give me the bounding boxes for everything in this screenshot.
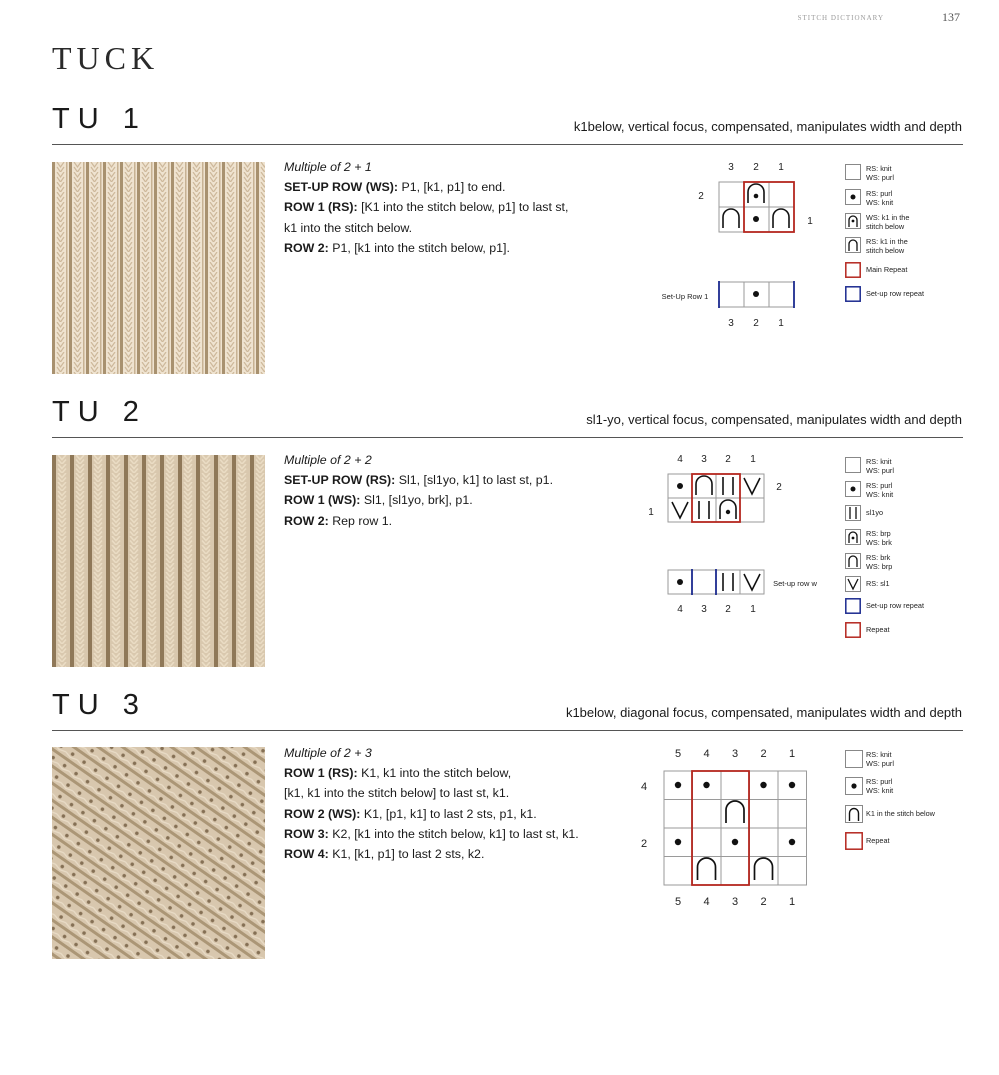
chart-col-number: 1 — [788, 748, 796, 760]
instructions-tu1 — [284, 157, 644, 258]
swatch-photo-tu1 — [52, 162, 265, 374]
chart-col-number: 2 — [760, 896, 767, 908]
stitch-chart-tu2 — [640, 450, 840, 620]
purl-dot — [754, 194, 759, 199]
row-instruction: SET-UP ROW (WS): P1, [k1, p1] to end. — [284, 180, 506, 195]
chart-col-number: 1 — [778, 318, 784, 329]
section-divider — [52, 437, 963, 438]
chart-col-number: 3 — [731, 896, 739, 908]
row-instruction: ROW 3: K2, [k1 into the stitch below, k1] to last st, k1. — [284, 826, 579, 841]
chart-col-number: 2 — [760, 748, 767, 760]
section-description-tu1: k1below, vertical focus, compensated, manipulates width and depth — [573, 119, 962, 134]
chart-row-label: 2 — [698, 191, 704, 202]
chart-row-label: 2 — [776, 482, 782, 493]
chart-cell — [664, 857, 693, 886]
chart-col-number: 4 — [677, 454, 683, 465]
chart-cell — [750, 800, 779, 829]
setup-row-label: Set-up row w — [773, 579, 817, 588]
section-title-tu2: TU 2 — [52, 396, 147, 428]
chart-col-number: 2 — [725, 454, 731, 465]
chart-col-number: 1 — [778, 162, 784, 173]
section-divider — [52, 730, 963, 731]
purl-dot — [753, 216, 759, 222]
chart-col-number: 5 — [674, 896, 682, 908]
chart-row-label: 2 — [640, 838, 648, 850]
chart-row-label: 4 — [640, 781, 648, 793]
chart-col-number: 4 — [703, 748, 710, 760]
chart-row-label: 1 — [807, 216, 813, 227]
chart-col-number: 4 — [703, 896, 710, 908]
chart-col-number: 3 — [728, 162, 734, 173]
section-description-tu3: k1below, diagonal focus, compensated, manipulates width and depth — [565, 705, 962, 720]
purl-dot — [677, 483, 683, 489]
row-instruction: SET-UP ROW (RS): Sl1, [sl1yo, k1] to last st, p1. — [284, 473, 554, 488]
chart-col-number: 3 — [728, 318, 734, 329]
stitch-chart-tu1 — [650, 156, 830, 336]
row-instruction: ROW 1 (RS): [K1 into the stitch below, p1] to last st, — [284, 200, 569, 215]
section-title-tu3: TU 3 — [52, 689, 147, 721]
row-instruction: k1 into the stitch below. — [284, 220, 413, 235]
multiple-text: Multiple of 2 + 1 — [284, 160, 372, 174]
chart-col-number: 2 — [753, 162, 759, 173]
swatch-photo-tu3 — [52, 747, 265, 959]
chart-col-number: 2 — [753, 318, 759, 329]
stitch-chart-tu3 — [630, 743, 820, 913]
section-divider — [52, 144, 963, 145]
instructions-tu2 — [284, 450, 644, 531]
row-instruction: ROW 4: K1, [k1, p1] to last 2 sts, k2. — [284, 847, 485, 862]
purl-dot — [753, 291, 759, 297]
row-instruction: ROW 2: Rep row 1. — [284, 513, 393, 528]
chart-col-number: 3 — [701, 454, 707, 465]
setup-row-label: Set-Up Row 1 — [661, 292, 709, 301]
row-instruction: ROW 1 (WS): Sl1, [sl1yo, brk], p1. — [284, 493, 473, 508]
multiple-text: Multiple of 2 + 3 — [284, 746, 372, 760]
purl-dot — [726, 510, 730, 514]
row-instruction: [k1, k1 into the stitch below] to last st, k1. — [284, 786, 510, 801]
chart-cell — [693, 800, 722, 829]
chart-cell — [778, 800, 807, 829]
chart-col-number: 3 — [701, 604, 707, 615]
page-number: 137 — [942, 10, 960, 24]
chart-col-number: 2 — [725, 604, 731, 615]
chart-cell — [664, 800, 693, 829]
chart-col-number: 4 — [677, 604, 683, 615]
instructions-tu3 — [284, 743, 644, 864]
chart-col-number: 3 — [731, 748, 739, 760]
chart-cell — [721, 771, 750, 800]
chapter-title: TUCK — [52, 40, 160, 76]
purl-dot — [677, 579, 683, 585]
multiple-text: Multiple of 2 + 2 — [284, 453, 372, 467]
chart-row-label: 1 — [648, 507, 654, 518]
chart-col-number: 1 — [750, 604, 756, 615]
section-title-tu1: TU 1 — [52, 103, 147, 135]
row-instruction: ROW 2 (WS): K1, [p1, k1] to last 2 sts, p1, k1. — [284, 806, 537, 821]
chart-cell — [693, 828, 722, 857]
chart-cell — [750, 828, 779, 857]
row-instruction: ROW 1 (RS): K1, k1 into the stitch below, — [284, 766, 512, 781]
chart-col-number: 1 — [750, 454, 756, 465]
chart-cell — [778, 857, 807, 886]
row-instruction: ROW 2: P1, [k1 into the stitch below, p1]. — [284, 240, 510, 255]
chart-col-number: 5 — [674, 748, 682, 760]
section-description-tu2: sl1-yo, vertical focus, compensated, manipulates width and depth — [586, 412, 962, 427]
chart-col-number: 1 — [788, 896, 796, 908]
chart-cell — [721, 857, 750, 886]
swatch-photo-tu2 — [52, 455, 265, 667]
running-head: STITCH DICTIONARY — [797, 14, 884, 22]
